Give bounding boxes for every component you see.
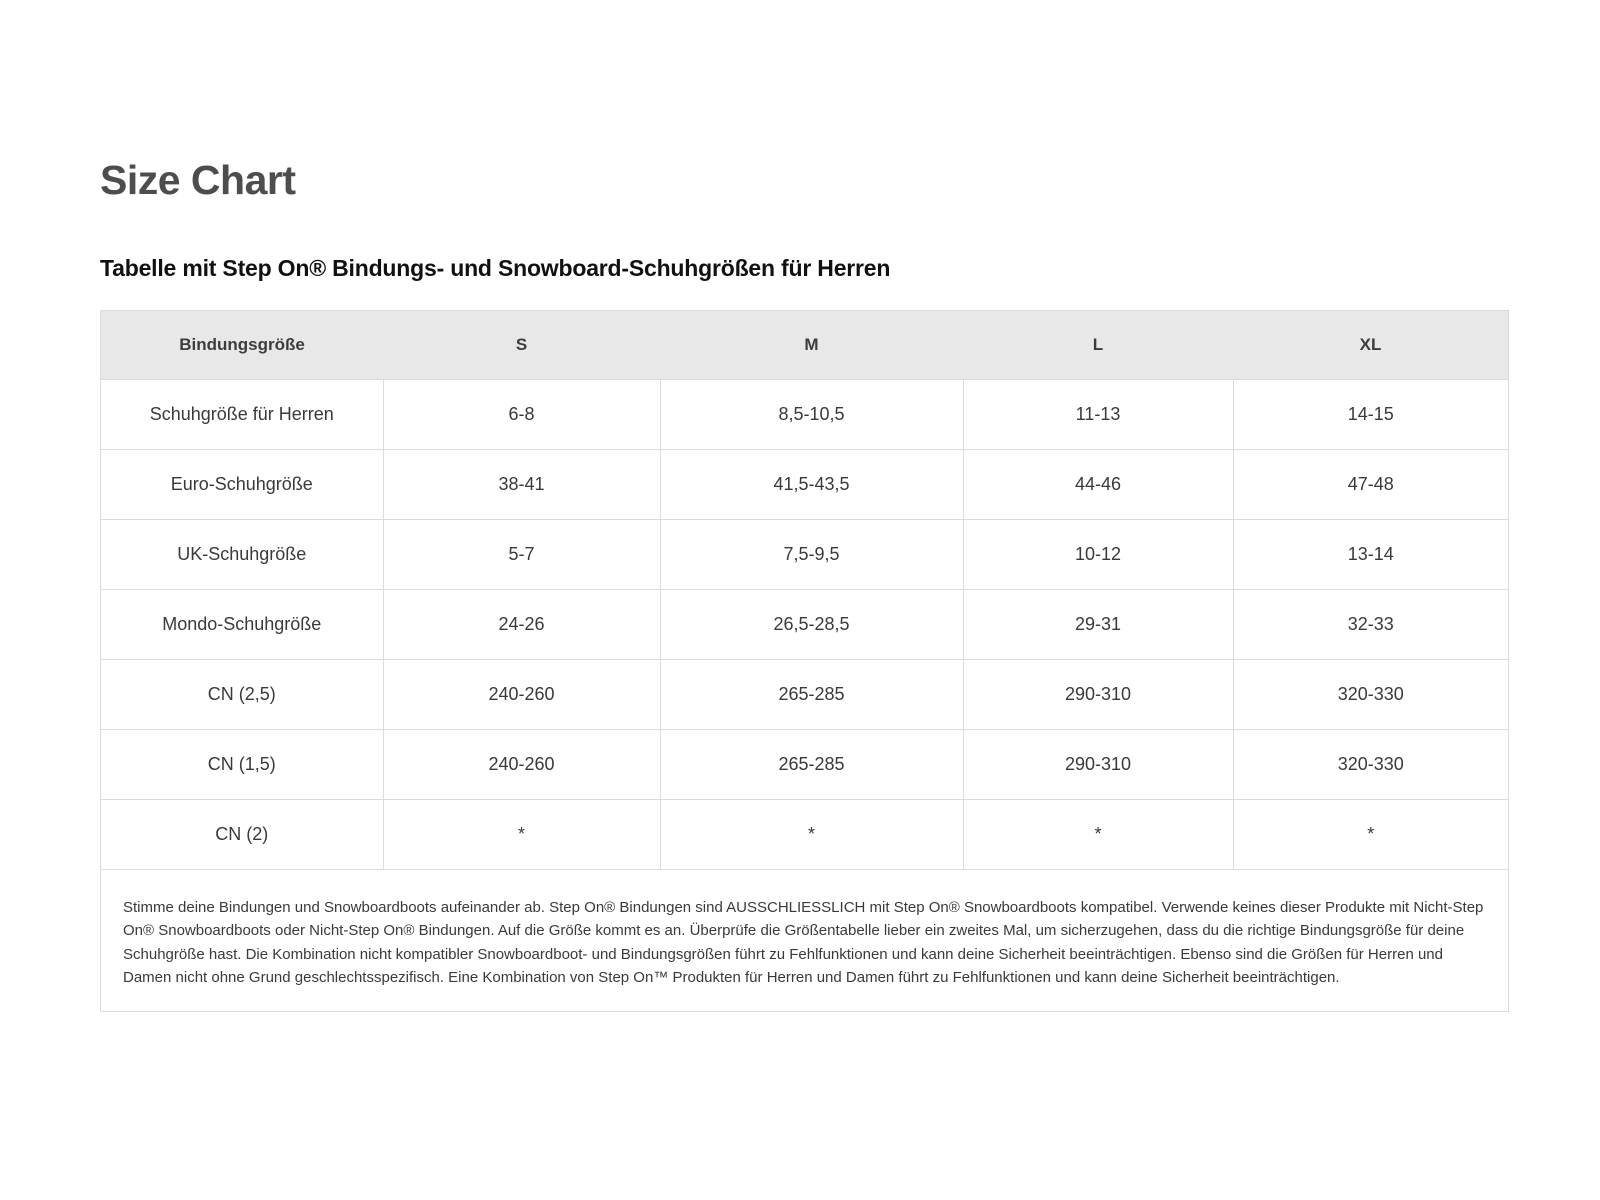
table-row	[101, 380, 1508, 450]
table-cell: 7,5-9,5	[660, 520, 963, 590]
table-cell: 265-285	[660, 730, 963, 800]
table-header	[101, 311, 1508, 380]
table-cell: 11-13	[963, 380, 1233, 450]
page-content	[100, 157, 1510, 1012]
table-row	[101, 800, 1508, 870]
size-table-container	[100, 310, 1509, 1012]
table-cell: 38-41	[383, 450, 660, 520]
table-cell: 10-12	[963, 520, 1233, 590]
compatibility-note: Stimme deine Bindungen und Snowboardboots aufeinander ab. Step On® Bindungen sind AUSSCHLIESSLICH mit Step On® Snowboardboots kompatibel. Verwende keines dieser Produkte mit Nicht-Step On® Snowboardboots oder Nicht-Step On® Bindungen. Auf die Größe kommt es an. Überprüfe die Größentabelle lieber ein zweites Mal, um sicherzugehen, dass du die richtige Bindungsgröße für deine Schuhgröße hast. Die Kombination nicht kompatibler Snowboardboot- und Bindungsgrößen führt zu Fehlfunktionen und kann deine Sicherheit beeinträchtigen. Ebenso sind die Größen für Herren und Damen nicht ohne Grund geschlechtsspezifisch. Eine Kombination von Step On™ Produkten für Herren und Damen führt zu Fehlfunktionen und kann deine Sicherheit beeinträchtigen.	[101, 869, 1508, 1011]
row-label: UK-Schuhgröße	[101, 520, 383, 590]
row-label: Schuhgröße für Herren	[101, 380, 383, 450]
table-row	[101, 590, 1508, 660]
table-cell: 24-26	[383, 590, 660, 660]
table-cell: 290-310	[963, 730, 1233, 800]
header-row	[101, 311, 1508, 380]
header-cell-binding-size: Bindungsgröße	[101, 311, 383, 380]
table-cell: *	[1233, 800, 1508, 870]
table-row	[101, 450, 1508, 520]
table-cell: *	[963, 800, 1233, 870]
table-cell: 290-310	[963, 660, 1233, 730]
table-cell: *	[383, 800, 660, 870]
header-cell-m: M	[660, 311, 963, 380]
header-cell-l: L	[963, 311, 1233, 380]
table-cell: 41,5-43,5	[660, 450, 963, 520]
table-cell: 29-31	[963, 590, 1233, 660]
table-cell: *	[660, 800, 963, 870]
row-label: Euro-Schuhgröße	[101, 450, 383, 520]
table-cell: 14-15	[1233, 380, 1508, 450]
table-cell: 320-330	[1233, 660, 1508, 730]
table-cell: 26,5-28,5	[660, 590, 963, 660]
table-row	[101, 520, 1508, 590]
table-cell: 240-260	[383, 660, 660, 730]
row-label: CN (2)	[101, 800, 383, 870]
table-cell: 44-46	[963, 450, 1233, 520]
table-cell: 6-8	[383, 380, 660, 450]
table-cell: 32-33	[1233, 590, 1508, 660]
row-label: CN (1,5)	[101, 730, 383, 800]
table-cell: 13-14	[1233, 520, 1508, 590]
table-cell: 8,5-10,5	[660, 380, 963, 450]
page-title: Size Chart	[100, 157, 296, 203]
header-cell-xl: XL	[1233, 311, 1508, 380]
row-label: Mondo-Schuhgröße	[101, 590, 383, 660]
table-row	[101, 660, 1508, 730]
header-cell-s: S	[383, 311, 660, 380]
table-cell: 240-260	[383, 730, 660, 800]
table-body	[101, 380, 1508, 870]
size-table	[101, 311, 1508, 869]
table-title: Tabelle mit Step On® Bindungs- und Snowboard-Schuhgrößen für Herren	[100, 255, 891, 281]
table-cell: 320-330	[1233, 730, 1508, 800]
row-label: CN (2,5)	[101, 660, 383, 730]
table-cell: 265-285	[660, 660, 963, 730]
table-row	[101, 730, 1508, 800]
table-cell: 47-48	[1233, 450, 1508, 520]
table-cell: 5-7	[383, 520, 660, 590]
